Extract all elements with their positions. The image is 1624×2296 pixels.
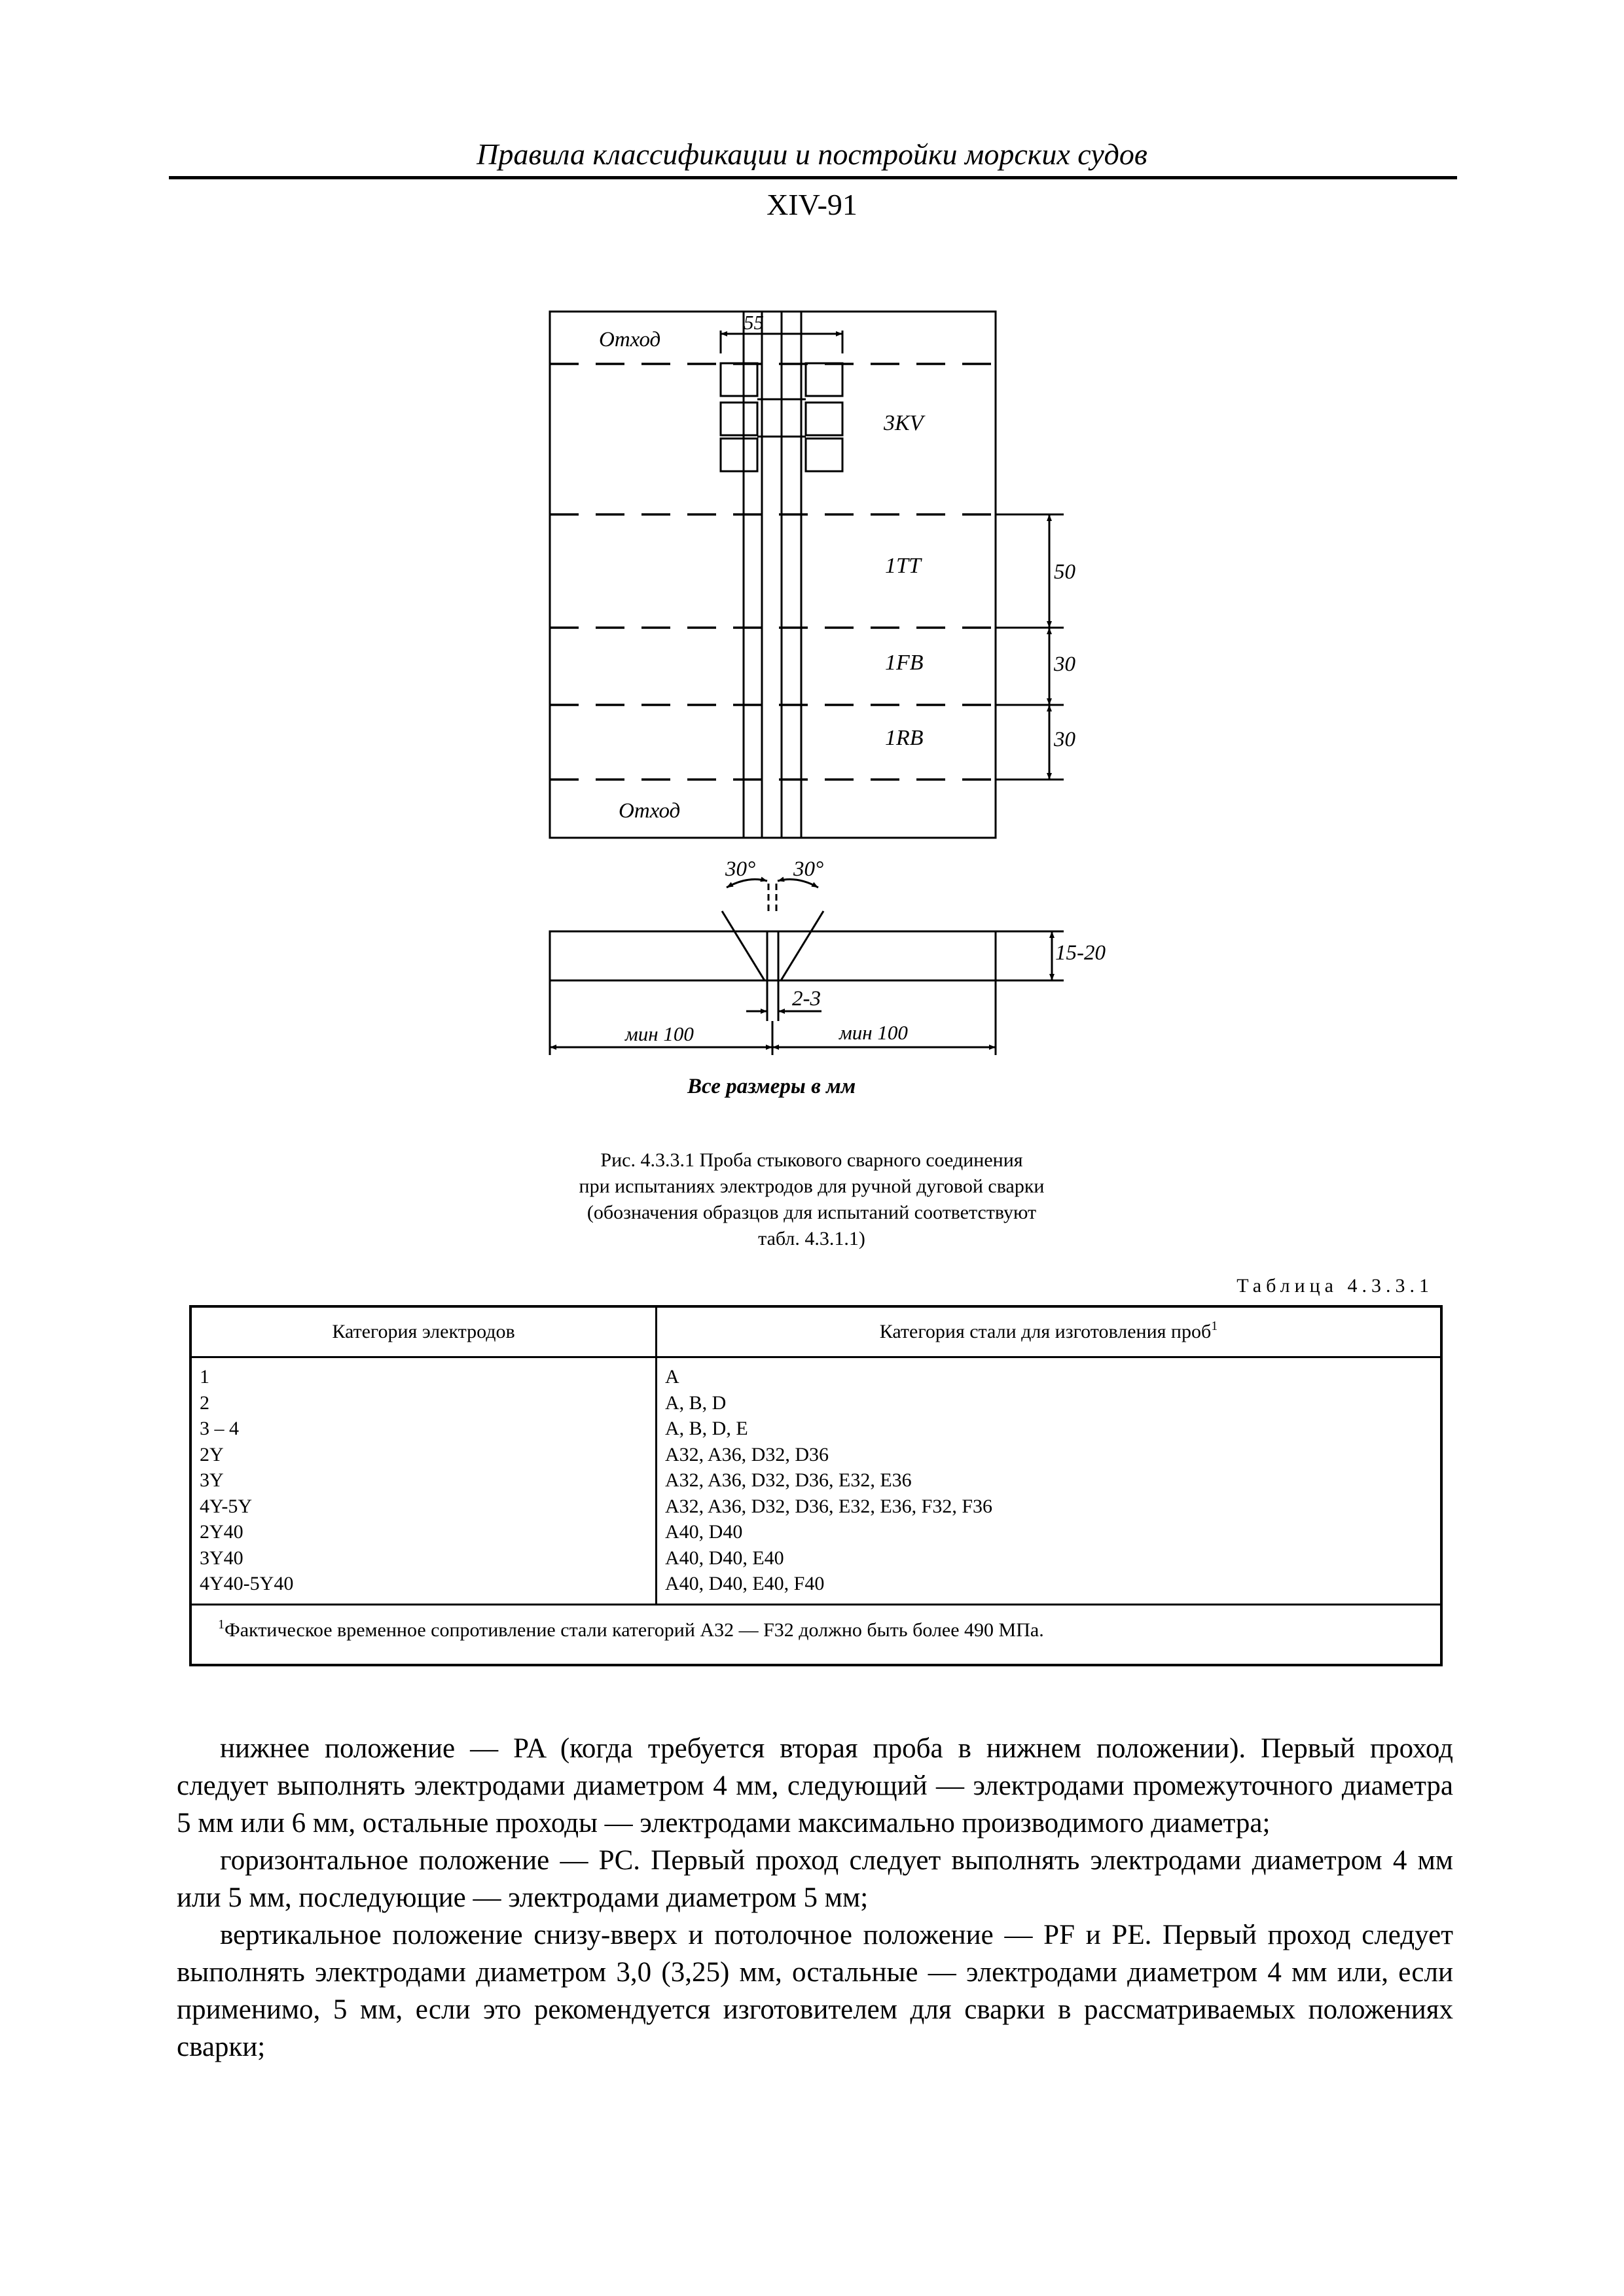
weld-test-figure xyxy=(0,0,1624,1139)
table-cell: A32, A36, D32, D36, E32, E36, F32, F36 xyxy=(665,1495,993,1517)
table-cell: A xyxy=(665,1366,679,1388)
label-fb: 1FB xyxy=(885,651,924,675)
table-cell: A32, A36, D32, D36 xyxy=(665,1443,829,1465)
label-rb-height: 30 xyxy=(1054,728,1075,751)
label-kv: 3KV xyxy=(884,411,924,435)
label-tt: 1TT xyxy=(885,554,921,578)
running-header-title: Правила классификации и постройки морских судов xyxy=(477,137,1147,171)
caption-line: (обозначения образцов для испытаний соответствуют xyxy=(586,1202,1037,1223)
plate-cross-section xyxy=(550,931,996,980)
label-fb-height: 30 xyxy=(1054,653,1075,676)
units-note: Все размеры в мм xyxy=(687,1075,856,1098)
label-angle-left: 30° xyxy=(725,857,756,881)
test-plate-outline xyxy=(550,312,996,838)
label-tt-height: 50 xyxy=(1054,560,1075,584)
table-header-row xyxy=(192,1308,1440,1358)
label-min-right: мин 100 xyxy=(839,1021,908,1044)
caption-line: Рис. 4.3.3.1 Проба стыкового сварного соединения xyxy=(600,1149,1023,1171)
table-cell: A, B, D, E xyxy=(665,1418,748,1439)
table-cell: A40, D40, E40 xyxy=(665,1547,784,1569)
table-cell: 4Y-5Y xyxy=(200,1495,252,1517)
page-number: XIV-91 xyxy=(767,188,857,221)
table-cell: A32, A36, D32, D36, E32, E36 xyxy=(665,1469,912,1491)
label-min-left: мин 100 xyxy=(625,1022,694,1045)
table-cell: A40, D40 xyxy=(665,1521,743,1543)
table-cell: 4Y40-5Y40 xyxy=(200,1573,294,1594)
table-cell: 2 xyxy=(200,1391,209,1414)
label-waste-top: Отход xyxy=(599,328,661,351)
body-text xyxy=(177,1730,1453,2066)
table-cell: 3Y40 xyxy=(200,1547,244,1569)
header-footnote-marker: 1 xyxy=(1211,1319,1218,1333)
footnote-marker: 1 xyxy=(218,1617,225,1632)
electrode-column xyxy=(200,1364,645,1597)
label-rb: 1RB xyxy=(885,726,924,750)
table-cell: 2Y xyxy=(200,1443,224,1465)
header-steel-category: Категория стали для изготовления проб$^1$ xyxy=(879,1319,1218,1342)
table-cell: 3Y xyxy=(200,1469,224,1491)
label-thickness: 15-20 xyxy=(1055,941,1106,965)
label-angle-right: 30° xyxy=(793,857,824,881)
table-cell: A40, D40, E40, F40 xyxy=(665,1573,825,1594)
table-cell: A, B, D xyxy=(665,1391,727,1414)
table-footnote-row xyxy=(192,1604,1440,1666)
label-gap: 2-3 xyxy=(792,987,821,1011)
caption-line: табл. 4.3.1.1) xyxy=(758,1228,865,1249)
steel-column xyxy=(665,1364,1431,1597)
paragraph: горизонтальное положение — PC. Первый проход следует выполнять электродами диаметром 4 мм или 5 мм, последующие — электродами диаметром 5 мм; xyxy=(177,1845,1453,1913)
label-waste-bottom: Отход xyxy=(619,799,681,823)
table-cell: 1 xyxy=(200,1366,209,1388)
header-electrode-category: Категория электродов xyxy=(332,1321,515,1342)
label-top-width: 55 xyxy=(744,311,764,334)
caption-line: при испытаниях электродов для ручной дуговой сварки xyxy=(579,1175,1045,1197)
table-footnote: $^1$Фактическое временное сопротивление стали категорий A32 — F32 должно быть более 490 МПа. xyxy=(218,1617,1044,1641)
paragraph: нижнее положение — PA (когда требуется вторая проба в нижнем положении). Первый проход следует выполнять электродами диаметром 4 мм, следующий — электродами промежуточного диаметра 5 мм или 6 мм, остальные проходы — электродами максимально производимого диаметра; xyxy=(177,1733,1453,1839)
figure-caption xyxy=(458,1147,1165,1252)
electrode-steel-table xyxy=(189,1305,1443,1666)
table-body xyxy=(192,1364,1440,1604)
table-label: Таблица 4.3.3.1 xyxy=(1236,1275,1434,1297)
paragraph: вертикальное положение снизу-вверх и потолочное положение — PF и PE. Первый проход следует выполнять электродами диаметром 3,0 (3,25) мм, остальные — электродами диаметром 4 мм или, если применимо, 5 мм, если это рекомендуется изготовителем для сварки в рассматриваемых положениях сварки; xyxy=(177,1920,1453,2062)
table-cell: 3 – 4 xyxy=(200,1418,239,1439)
table-cell: 2Y40 xyxy=(200,1521,244,1543)
